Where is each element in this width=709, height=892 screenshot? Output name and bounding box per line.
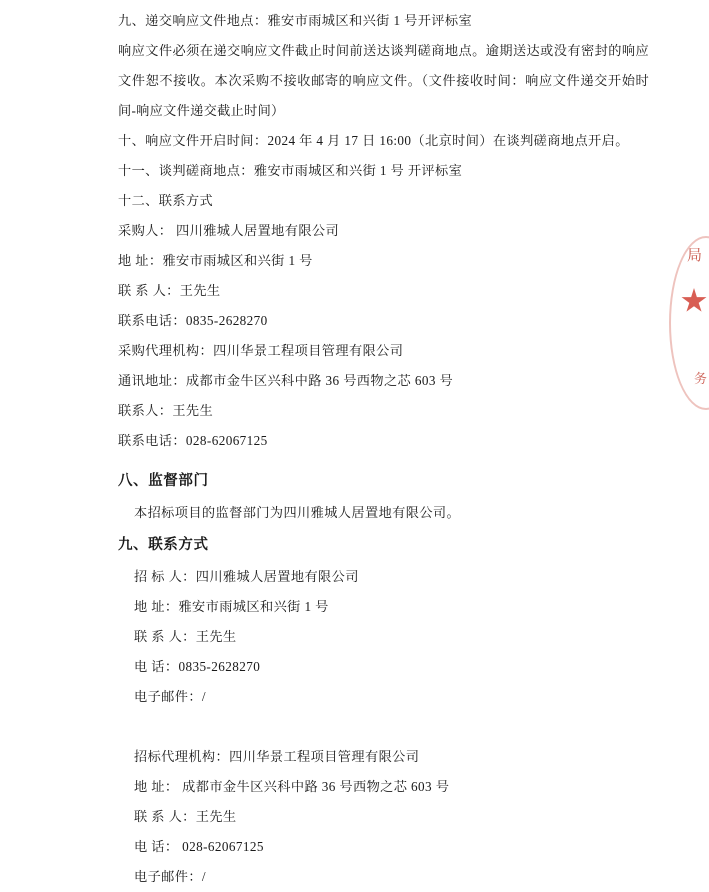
text-line: 十一、谈判磋商地点：雅安市雨城区和兴街 1 号 开评标室 bbox=[118, 163, 463, 178]
text-line: 招 标 人：四川雅城人居置地有限公司 bbox=[134, 569, 359, 584]
text-line: 电 话： 028-62067125 bbox=[134, 839, 264, 854]
text-line: 通讯地址：成都市金牛区兴科中路 36 号西物之芯 603 号 bbox=[118, 373, 454, 388]
seal-top-text: 局 bbox=[687, 248, 703, 264]
spacer bbox=[118, 712, 649, 742]
text-line: 本招标项目的监督部门为四川雅城人居置地有限公司。 bbox=[134, 505, 461, 520]
text-line: 联 系 人：王先生 bbox=[134, 629, 237, 644]
spacer bbox=[118, 456, 649, 464]
document-body bbox=[118, 6, 649, 892]
text-line: 地 址：雅安市雨城区和兴街 1 号 bbox=[118, 253, 313, 268]
text-line: 地 址：雅安市雨城区和兴街 1 号 bbox=[134, 599, 329, 614]
seal-bottom-text: 务 bbox=[693, 371, 706, 386]
text-line: 地 址： 成都市金牛区兴科中路 36 号西物之芯 603 号 bbox=[134, 779, 450, 794]
section-heading: 九、联系方式 bbox=[118, 537, 209, 553]
text-line: 联 系 人：王先生 bbox=[118, 283, 221, 298]
text-line: 电子邮件：/ bbox=[134, 869, 207, 884]
text-line: 招标代理机构：四川华景工程项目管理有限公司 bbox=[134, 749, 420, 764]
section-heading: 八、监督部门 bbox=[118, 473, 209, 489]
text-line: 电 话：0835-2628270 bbox=[134, 659, 261, 674]
text-line: 采购人： 四川雅城人居置地有限公司 bbox=[118, 223, 340, 238]
text-line: 联 系 人：王先生 bbox=[134, 809, 237, 824]
text-line: 电子邮件：/ bbox=[134, 689, 207, 704]
text-line: 联系人：王先生 bbox=[118, 403, 214, 418]
text-line: 十、响应文件开启时间：2024 年 4 月 17 日 16:00（北京时间）在谈判磋商地点开启。 bbox=[118, 133, 629, 148]
text-line: 采购代理机构：四川华景工程项目管理有限公司 bbox=[118, 343, 404, 358]
text-line: 联系电话：0835-2628270 bbox=[118, 313, 268, 328]
paragraph: 响应文件必须在递交响应文件截止时间前送达谈判磋商地点。逾期送达或没有密封的响应文件恕不接收。本次采购不接收邮寄的响应文件。（文件接收时间：响应文件递交开始时间-响应文件递交截止时间） bbox=[118, 43, 649, 118]
text-line: 联系电话：028-62067125 bbox=[118, 433, 268, 448]
text-line: 十二、联系方式 bbox=[118, 193, 214, 208]
text-line: 九、递交响应文件地点：雅安市雨城区和兴街 1 号开评标室 bbox=[118, 13, 473, 28]
